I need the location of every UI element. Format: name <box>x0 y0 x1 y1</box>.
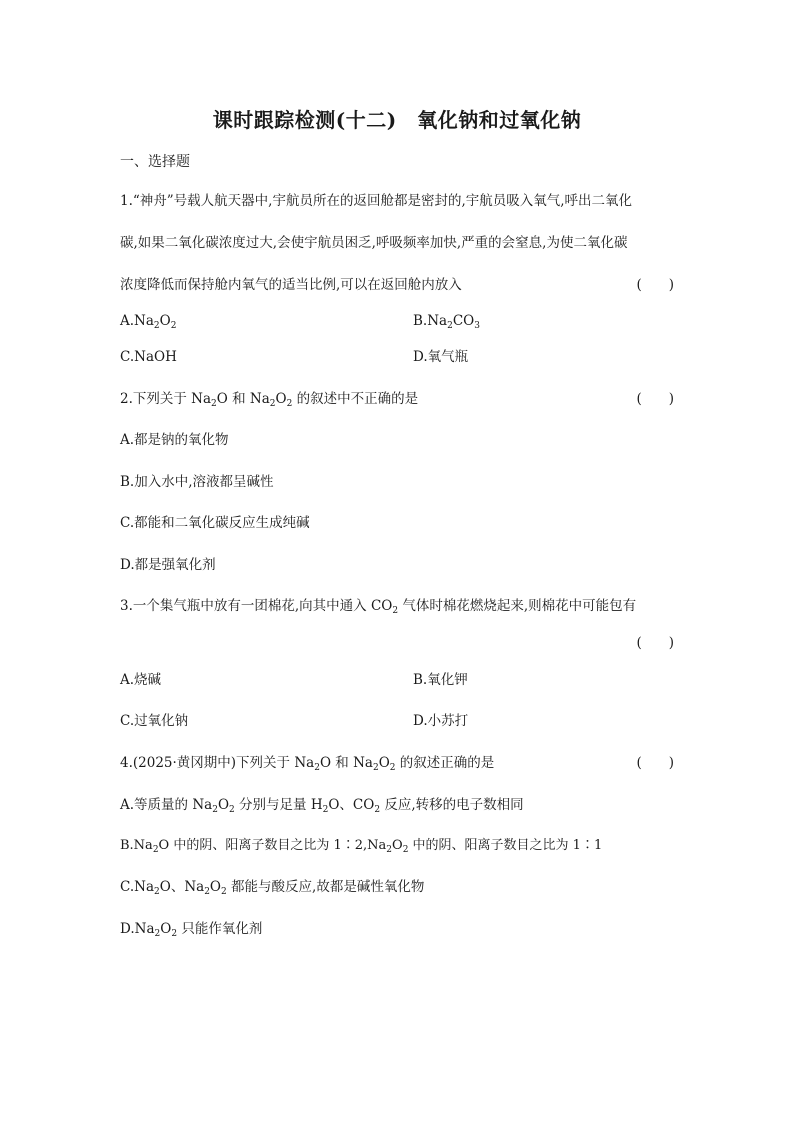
question-4-option-c: $C.Na_2O$、$Na_2O_2$ 都能与酸反应,故都是碱性氧化物 <box>120 879 425 897</box>
question-2-stem: 2.下列关于 $Na_2O$ 和 $Na_2O_2$ 的叙述中不正确的是 <box>120 391 419 409</box>
question-3-option-d: D.小苏打 <box>413 713 469 729</box>
question-2-option-b: B.加入水中,溶液都呈碱性 <box>120 474 274 490</box>
question-4-option-b: $B.Na_2O$ 中的阴、阳离子数目之比为 $1∶2,Na_2O_2$ 中的阴、阳离子数目之比为 1∶1 <box>120 838 603 855</box>
question-1-line-2: 碳,如果二氧化碳浓度过大,会使宇航员困乏,呼吸频率加快,严重的会窒息,为使二氧化碳 <box>120 235 628 251</box>
question-4-stem: 4.(2025·黄冈期中)下列关于 $Na_2O$ 和 $Na_2O_2$ 的叙述正确的是 <box>120 755 495 773</box>
question-3-option-c: C.过氧化钠 <box>120 713 189 729</box>
question-4-option-d: $D.Na_2O_2$ 只能作氧化剂 <box>120 921 263 939</box>
answer-bracket: ( ) <box>636 277 674 293</box>
question-3-option-a: A.烧碱 <box>120 672 162 688</box>
answer-bracket: ( ) <box>636 635 674 651</box>
question-4-option-a: A.等质量的 $Na_2O_2$ 分别与足量 $H_2O$、$CO_2$ 反应,转移的电子数相同 <box>120 797 524 815</box>
question-2-option-c: C.都能和二氧化碳反应生成纯碱 <box>120 515 310 531</box>
answer-bracket: ( ) <box>636 755 674 771</box>
question-3-stem: 3.一个集气瓶中放有一团棉花,向其中通入 $CO_2$ 气体时棉花燃烧起来,则棉花中可能包有 <box>120 598 637 616</box>
question-1-option-a: $A.Na_2O_2$ <box>120 313 177 331</box>
answer-bracket: ( ) <box>636 391 674 407</box>
question-2-option-a: A.都是钠的氧化物 <box>120 432 229 448</box>
question-1-line-1: 1.“神舟”号载人航天器中,宇航员所在的返回舱都是密封的,宇航员吸入氧气,呼出二氧化 <box>120 193 633 209</box>
section-heading: 一、选择题 <box>120 154 190 170</box>
question-1-option-d: D.氧气瓶 <box>413 349 469 365</box>
question-1-option-b: $B.Na_2CO_3$ <box>413 313 480 331</box>
question-3-option-b: B.氧化钾 <box>413 672 468 688</box>
question-2-option-d: D.都是强氧化剂 <box>120 557 216 573</box>
question-1-line-3: 浓度降低而保持舱内氧气的适当比例,可以在返回舱内放入 <box>120 277 462 293</box>
question-1-option-c: C.NaOH <box>120 349 177 365</box>
page-title: 课时跟踪检测(十二) 氧化钠和过氧化钠 <box>212 108 582 132</box>
